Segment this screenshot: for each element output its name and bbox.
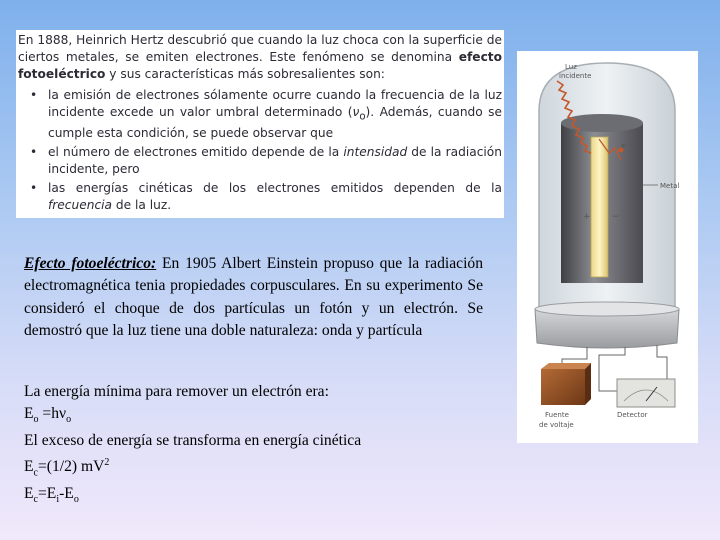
source-label-2: de voltaje [539, 421, 574, 429]
plus-sign: + [583, 212, 591, 222]
formula-difference [24, 483, 494, 511]
source-label: Fuente [545, 411, 569, 419]
bullet-emphasis: frecuencia [48, 198, 113, 213]
bullet-text-tail: de la radiación incidente, pero [48, 145, 502, 177]
intro-text: En 1888, Heinrich Hertz descubrió que cuando la luz choca con la superficie de ciertos metales, se emiten electrones. Este fenómeno se denomina [18, 33, 502, 64]
apparatus-illustration [517, 51, 698, 443]
subscript: c [33, 466, 38, 478]
bullet-text: la emisión de electrones sólamente ocurre cuando la frecuencia de la luz incidente excede un valor umbral determinado ( [48, 88, 502, 119]
bullet-emphasis: intensidad [343, 145, 408, 160]
bullet-icon: • [30, 88, 38, 102]
symbol-e: E [24, 404, 34, 422]
intro-tail: y sus características más sobresalientes son: [105, 67, 385, 81]
electron-label: e⁻ [621, 142, 630, 150]
nu-subscript: o [359, 111, 366, 123]
voltage-source-side [585, 363, 591, 405]
definition-paragraph [24, 253, 483, 343]
definition-body: En 1905 Albert Einstein propuso que la radiación electromagnética tenia propiedades corpusculares. En su experimento Se consideró el choque de dos partículas un fotón y un electrón. Se demostró que la luz tiene una doble naturaleza: onda y partícula [24, 255, 483, 340]
formula-intro: La energía mínima para remover un electrón era: [24, 383, 329, 400]
formula-rhs: -E [59, 485, 74, 503]
wire-right [657, 345, 667, 381]
bullet-text-tail: ). Además, cuando se cumple esta condición, se puede observar que [48, 105, 502, 141]
symbol-e: E [24, 457, 34, 475]
formula-kinetic [24, 452, 494, 484]
bullet-text-tail: de la luz. [112, 198, 172, 213]
subscript: o [73, 494, 79, 506]
list-item [18, 87, 502, 142]
light-label-2: incidente [559, 72, 592, 80]
list-item [18, 180, 502, 214]
formula-explanation: El exceso de energía se transforma en energía cinética [24, 432, 362, 450]
photoelectric-apparatus-figure [517, 51, 698, 443]
formulas-block [24, 381, 494, 511]
intro-paragraph [18, 32, 502, 83]
list-item [18, 144, 502, 178]
bullet-icon: • [30, 181, 38, 196]
collector-rod [591, 137, 608, 277]
light-label: Luz [565, 63, 577, 71]
metal-label: Metal [660, 182, 680, 190]
bullet-icon: • [30, 145, 38, 160]
detector-label: Detector [617, 411, 648, 419]
intro-term: efecto fotoeléctrico [18, 50, 502, 81]
subscript: o [66, 413, 72, 425]
voltage-source-box [541, 369, 585, 405]
formula-rhs: =E [37, 485, 57, 503]
formula-rhs: =(1/2) mV [37, 457, 105, 475]
minus-sign: − [612, 212, 620, 222]
symbol-e: E [24, 485, 34, 503]
subscript: o [33, 413, 39, 425]
voltage-source-top [541, 363, 591, 369]
subscript: i [56, 494, 60, 506]
bullet-text: el número de electrones emitido depende de la [48, 145, 344, 160]
characteristics-list [18, 87, 502, 214]
subscript: c [33, 494, 38, 506]
bullet-text: las energías cinéticas de los electrones emitidos dependen de la [48, 181, 502, 196]
definition-term: Efecto fotoeléctrico: [24, 255, 157, 272]
textbook-excerpt [16, 30, 504, 218]
nu-symbol: ν [352, 105, 360, 119]
base-rim [535, 302, 679, 316]
detector-box [617, 379, 675, 407]
formula-rhs: =hν [38, 404, 67, 422]
superscript: 2 [104, 456, 110, 468]
formula-work-function [24, 403, 494, 431]
